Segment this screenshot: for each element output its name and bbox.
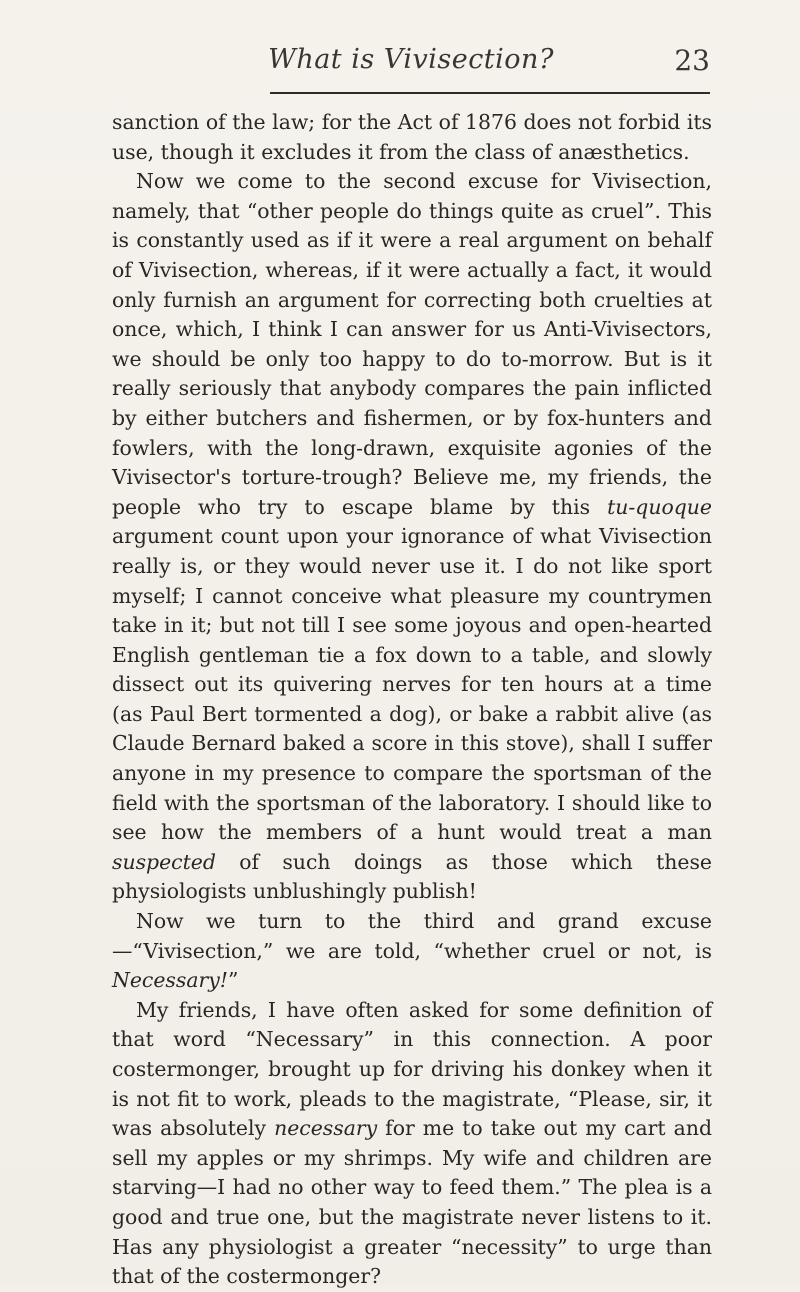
body-text [112, 108, 712, 1292]
header-rule [270, 92, 710, 94]
paragraph-3-text-a: Now we turn to the third and grand excuse—“Vivisection,” we are told, “whether cruel or not, is [112, 909, 712, 963]
paragraph-2-text-c: of such doings as those which these physiologists unblushingly publish! [112, 849, 712, 904]
running-title: What is Vivisection? [268, 44, 554, 75]
paragraph-2-italic-tu-quoque: tu-quoque [607, 494, 712, 519]
paragraph-4-text-b: for me to take out my cart and sell my apples or my shrimps. My wife and children are starving—I had no other way to feed them.” The plea is a good and true one, but the magistrate never listens to it. Has any physiologist a greater “necessity” to urge than that of the costermonger? [112, 1116, 712, 1289]
paragraph-4 [112, 996, 712, 1292]
paragraph-2-italic-suspected: suspected [112, 849, 216, 874]
paragraph-3-italic-necessary: Necessary! [112, 968, 228, 993]
paragraph-4-italic-necessary: necessary [274, 1116, 378, 1141]
page-number: 23 [674, 44, 710, 77]
paragraph-3-text-b: ” [227, 968, 239, 993]
paragraph-4-text-a: My friends, I have often asked for some definition of that word “Necessary” in this connection. A poor costermonger, brought up for driving his donkey when it is not fit to work, pleads to the magistrate, “Please, sir, it was absolutely [112, 997, 712, 1141]
running-head [112, 44, 710, 92]
paragraph-3 [112, 907, 712, 996]
paragraph-1 [112, 108, 712, 167]
paragraph-2-text-b: argument count upon your ignorance of what Vivisection really is, or they would never use it. I do not like sport myself; I cannot conceive what pleasure my countrymen take in it; but not till I see some joyous and open-hearted English gentleman tie a fox down to a table, and slowly dissect out its quivering nerves for ten hours at a time (as Paul Bert tormented a dog), or bake a rabbit alive (as Claude Bernard baked a score in this stove), shall I suffer anyone in my presence to compare the sportsman of the field with the sportsman of the laboratory. I should like to see how the members of a hunt would treat a man [112, 524, 712, 845]
paragraph-2 [112, 167, 712, 907]
paragraph-2-text-a: Now we come to the second excuse for Vivisection, namely, that “other people do things quite as cruel”. This is constantly used as if it were a real argument on behalf of Vivisection, whereas, if it were actually a fact, it would only furnish an argument for correcting both cruelties at once, which, I think I can answer for us Anti-Vivisectors, we should be only too happy to do to-morrow. But is it really seriously that anybody compares the pain inflicted by either butchers and fishermen, or by fox-hunters and fowlers, with the long-drawn, exquisite agonies of the Vivisector's torture-trough? Believe me, my friends, the people who try to escape blame by this [112, 169, 712, 519]
paragraph-1-text: sanction of the law; for the Act of 1876 does not forbid its use, though it excludes it from the class of anæsthetics. [112, 110, 712, 164]
